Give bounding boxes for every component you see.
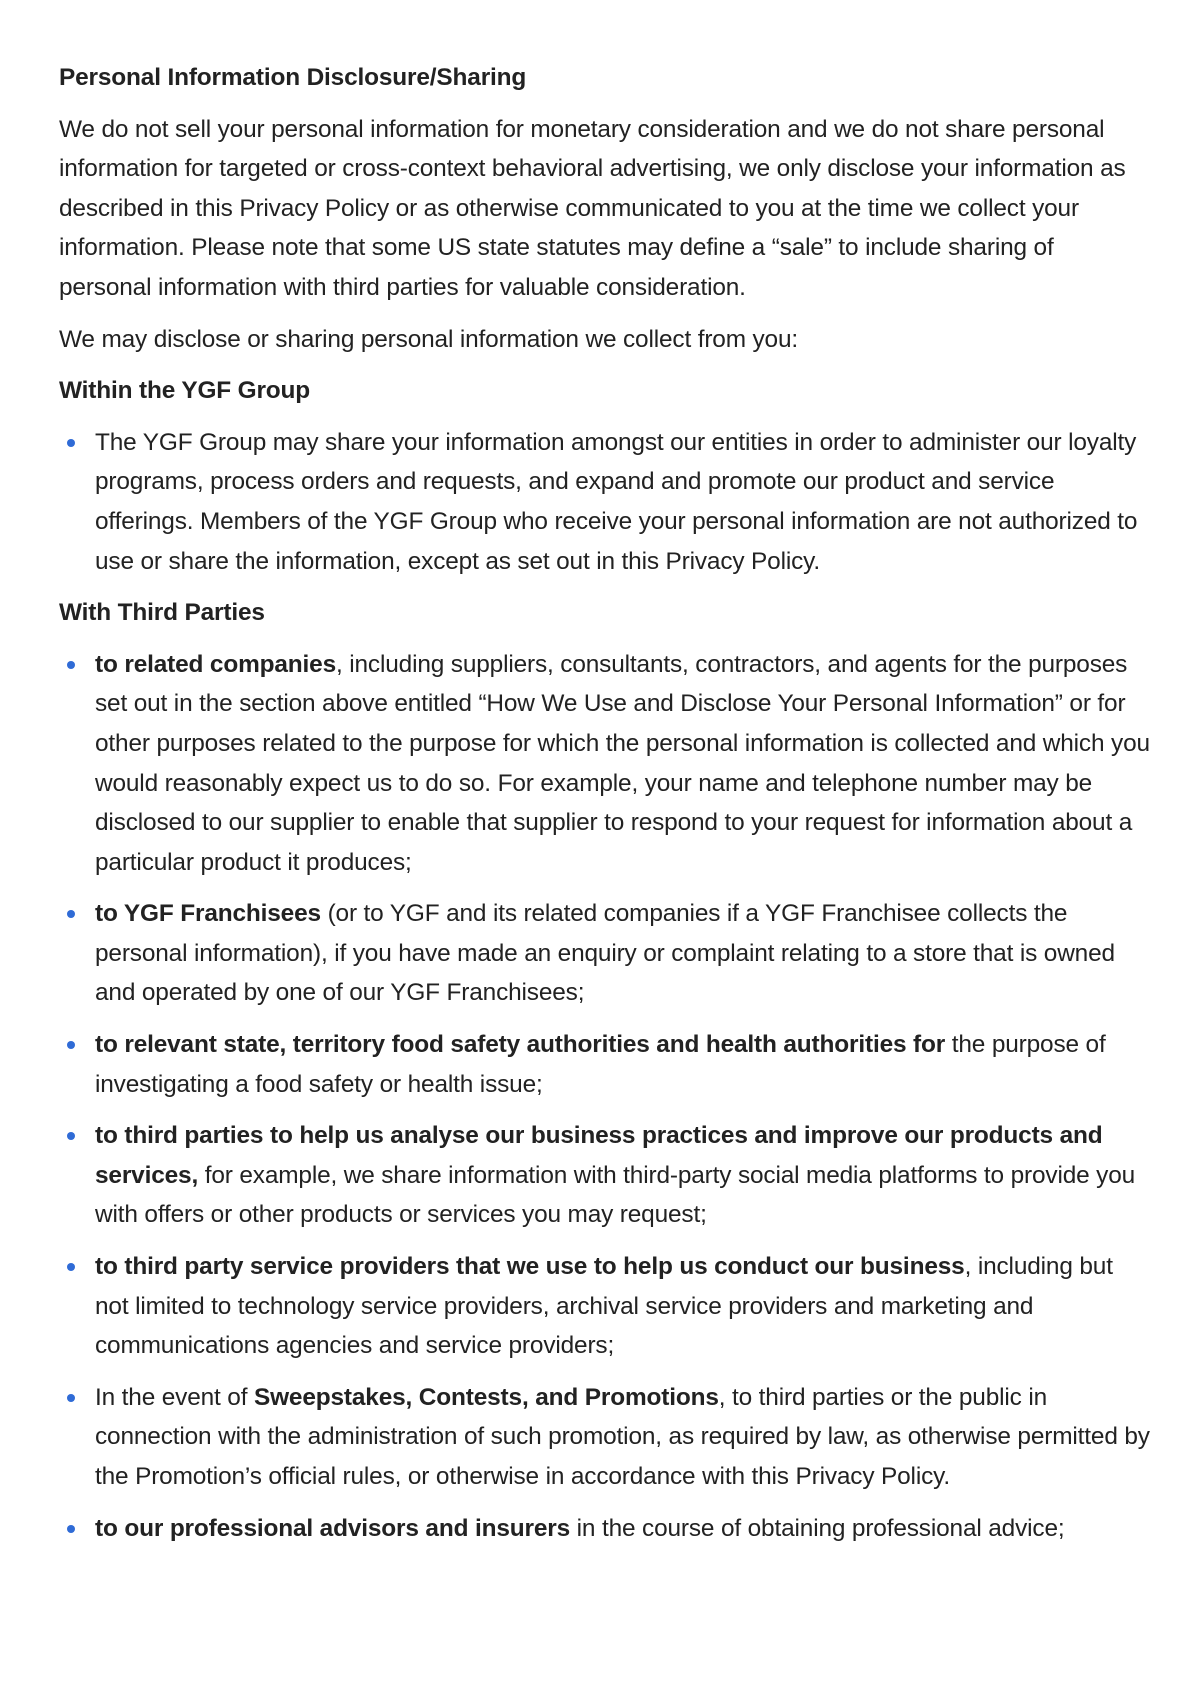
list-item xyxy=(59,1116,1151,1235)
privacy-policy-section xyxy=(59,58,1151,1560)
bullet-icon xyxy=(67,1525,75,1533)
list-item xyxy=(59,645,1151,883)
bullet-icon xyxy=(67,910,75,918)
list-item xyxy=(59,1247,1151,1366)
list-item-lead: In the event of xyxy=(95,1383,254,1411)
list-item-bold: Sweepstakes, Contests, and Promotions xyxy=(253,1383,719,1411)
list-item xyxy=(59,1378,1151,1497)
bullet-icon xyxy=(67,661,75,669)
third-parties-heading: With Third Parties xyxy=(59,599,265,627)
bullet-icon xyxy=(67,1132,75,1140)
group-list xyxy=(59,423,1151,581)
list-item-bold: to YGF Franchisees xyxy=(95,900,321,928)
list-item-text: (or to YGF and its related companies if a YGF Franchisee collects the personal information), if you have made an enquiry or complaint relating to a store that is owned and operated by one of our YGF Franchisees; xyxy=(95,900,1115,1007)
bullet-icon xyxy=(67,1394,75,1402)
disclose-intro: We may disclose or sharing personal information we collect from you: xyxy=(59,325,799,353)
list-item-bold: to third parties to help us analyse our business practices and improve our products and services, xyxy=(95,1122,1103,1189)
bullet-icon xyxy=(67,1263,75,1271)
list-item-text: for example, we share information with third-party social media platforms to provide you with offers or other products or services you may request; xyxy=(95,1161,1136,1229)
list-item xyxy=(59,423,1151,581)
list-item-text: the purpose of investigating a food safety or health issue; xyxy=(95,1031,1106,1098)
list-item-text: , including suppliers, consultants, contractors, and agents for the purposes set out in the section above entitled “How We Use and Disclose Your Personal Information” or for other purposes related to the purpose for which the personal information is collected and which you would reasonably expect us to do so. For example, your name and telephone number may be disclosed to our supplier to enable that supplier to respond to your request for information about a particular product it produces; xyxy=(95,650,1150,876)
list-item xyxy=(59,894,1151,1013)
list-item-text: in the course of obtaining professional advice; xyxy=(570,1514,1065,1542)
list-item xyxy=(59,1025,1151,1104)
bullet-icon xyxy=(67,439,75,447)
intro-paragraph: We do not sell your personal information for monetary consideration and we do not share personal information for targeted or cross-context behavioral advertising, we only disclose your information as described in this Privacy Policy or as otherwise communicated to you at the time we collect your information. Please note that some US state statutes may define a “sale” to include sharing of personal information with third parties for valuable consideration. xyxy=(59,115,1126,301)
list-item-text: , including but not limited to technology service providers, archival service providers and marketing and communications agencies and service providers; xyxy=(95,1253,1113,1360)
list-item-bold: to third party service providers that we use to help us conduct our business xyxy=(95,1253,965,1281)
section-title: Personal Information Disclosure/Sharing xyxy=(59,64,527,91)
list-item-bold: to related companies xyxy=(95,650,336,678)
group-heading: Within the YGF Group xyxy=(59,377,311,405)
list-item-text: The YGF Group may share your information amongst our entities in order to administer our loyalty programs, process orders and requests, and expand and promote our product and service offerings. Members of the YGF Group who receive your personal information are not authorized to use or share the information, except as set out in this Privacy Policy. xyxy=(95,428,1138,575)
list-item xyxy=(59,1509,1151,1549)
list-item-bold: to relevant state, territory food safety authorities and health authorities for xyxy=(95,1031,946,1059)
third-parties-list xyxy=(59,645,1151,1548)
bullet-icon xyxy=(67,1041,75,1049)
list-item-bold: to our professional advisors and insurers xyxy=(95,1514,571,1542)
list-item-text: , to third parties or the public in connection with the administration of such promotion, as required by law, as otherwise permitted by the Promotion’s official rules, or otherwise in accordance with this Privacy Policy. xyxy=(95,1383,1150,1490)
